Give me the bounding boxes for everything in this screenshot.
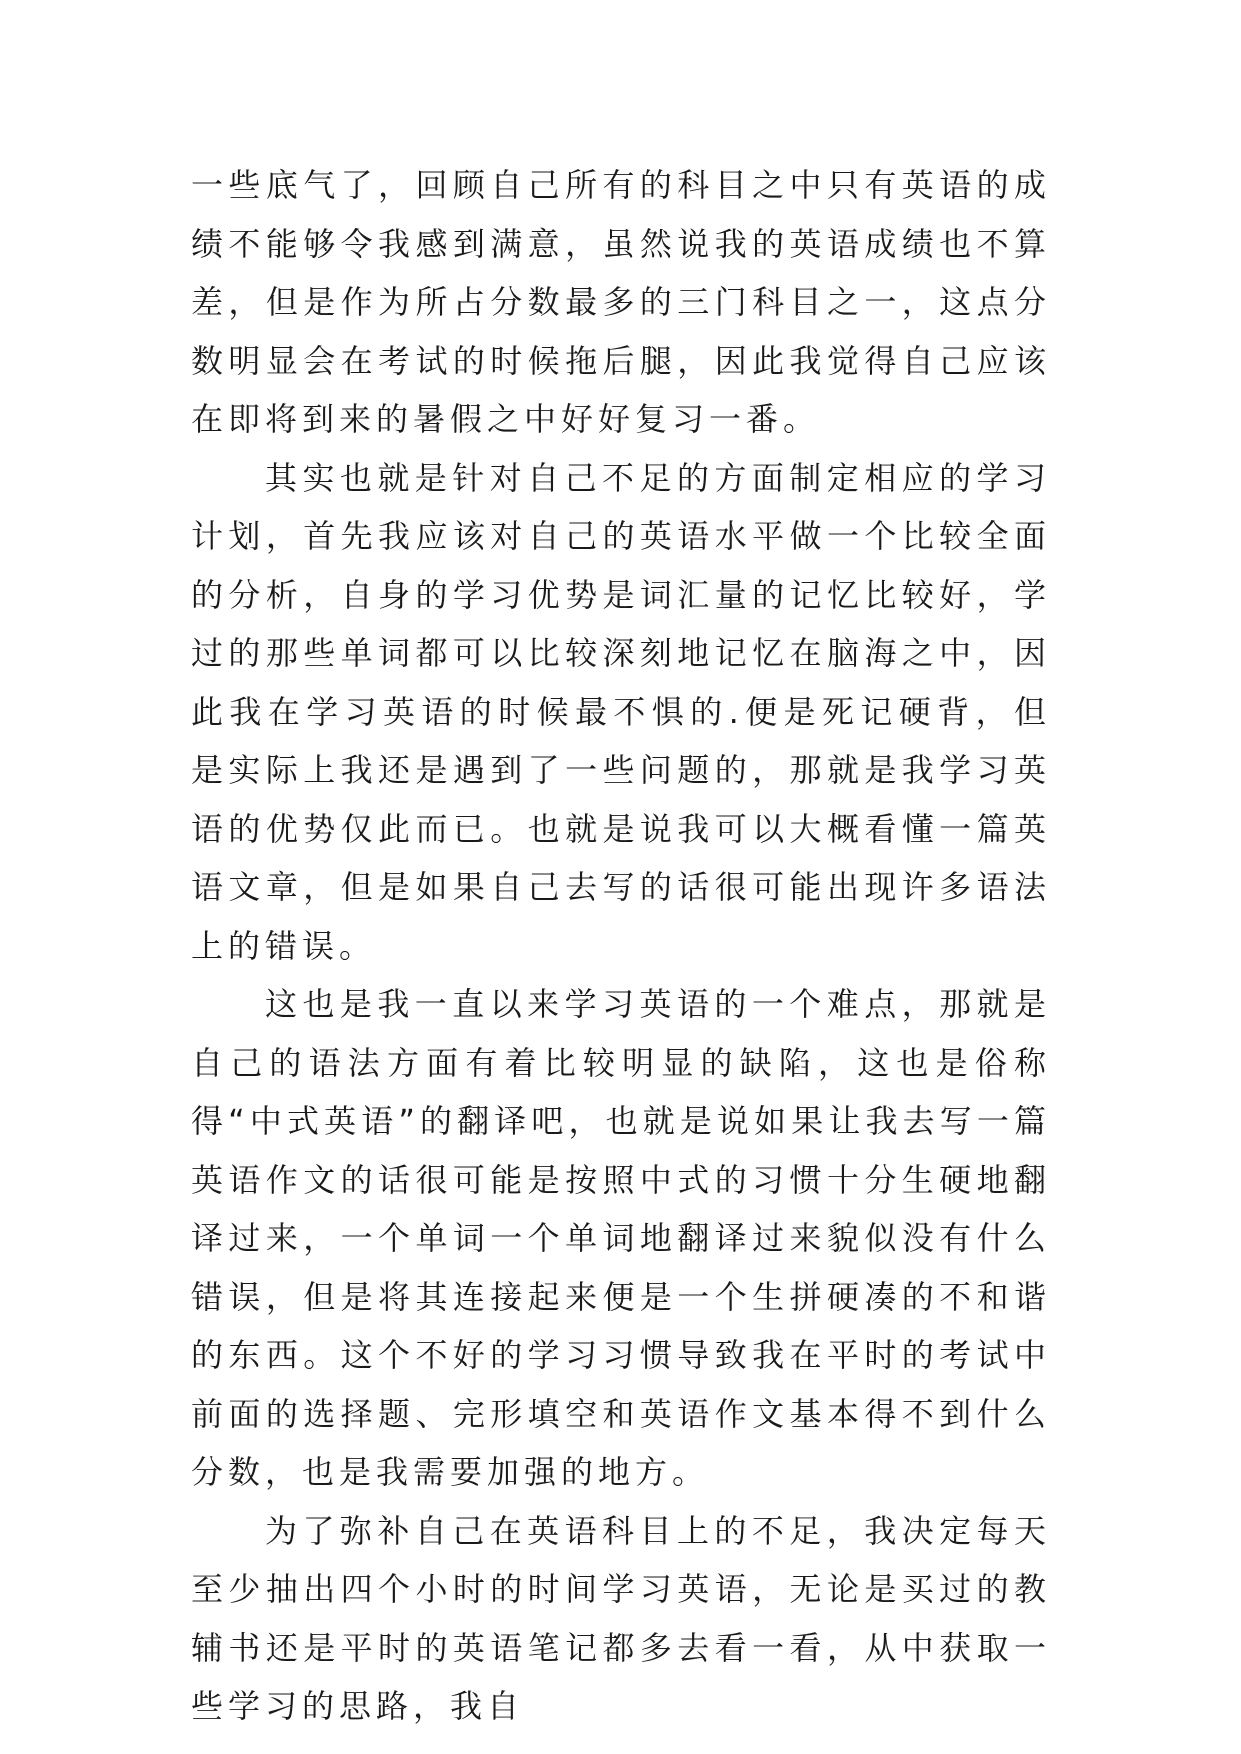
paragraph-1: 一些底气了，回顾自己所有的科目之中只有英语的成绩不能够令我感到满意，虽然说我的英语成绩也不算差，但是作为所占分数最多的三门科目之一，这点分数明显会在考试的时候拖后腿，因此我觉得自己应该在即将到来的暑假之中好好复习一番。: [191, 166, 1051, 438]
document-body: [191, 156, 1051, 1736]
paragraph-2: 其实也就是针对自己不足的方面制定相应的学习计划，首先我应该对自己的英语水平做一个比较全面的分析，自身的学习优势是词汇量的记忆比较好，学过的那些单词都可以比较深刻地记忆在脑海之中，因此我在学习英语的时候最不惧的.便是死记硬背，但是实际上我还是遇到了一些问题的，那就是我学习英语的优势仅此而已。也就是说我可以大概看懂一篇英语文章，但是如果自己去写的话很可能出现许多语法上的错误。: [191, 458, 1051, 965]
paragraph-4: 为了弥补自己在英语科目上的不足，我决定每天至少抽出四个小时的时间学习英语，无论是买过的教辅书还是平时的英语笔记都多去看一看，从中获取一些学习的思路，我自: [191, 1511, 1051, 1725]
paragraph-3: 这也是我一直以来学习英语的一个难点，那就是自己的语法方面有着比较明显的缺陷，这也是俗称得“中式英语”的翻译吧，也就是说如果让我去写一篇英语作文的话很可能是按照中式的习惯十分生硬地翻译过来，一个单词一个单词地翻译过来貌似没有什么错误，但是将其连接起来便是一个生拼硬凑的不和谐的东西。这个不好的学习习惯导致我在平时的考试中前面的选择题、完形填空和英语作文基本得不到什么分数，也是我需要加强的地方。: [191, 985, 1051, 1491]
